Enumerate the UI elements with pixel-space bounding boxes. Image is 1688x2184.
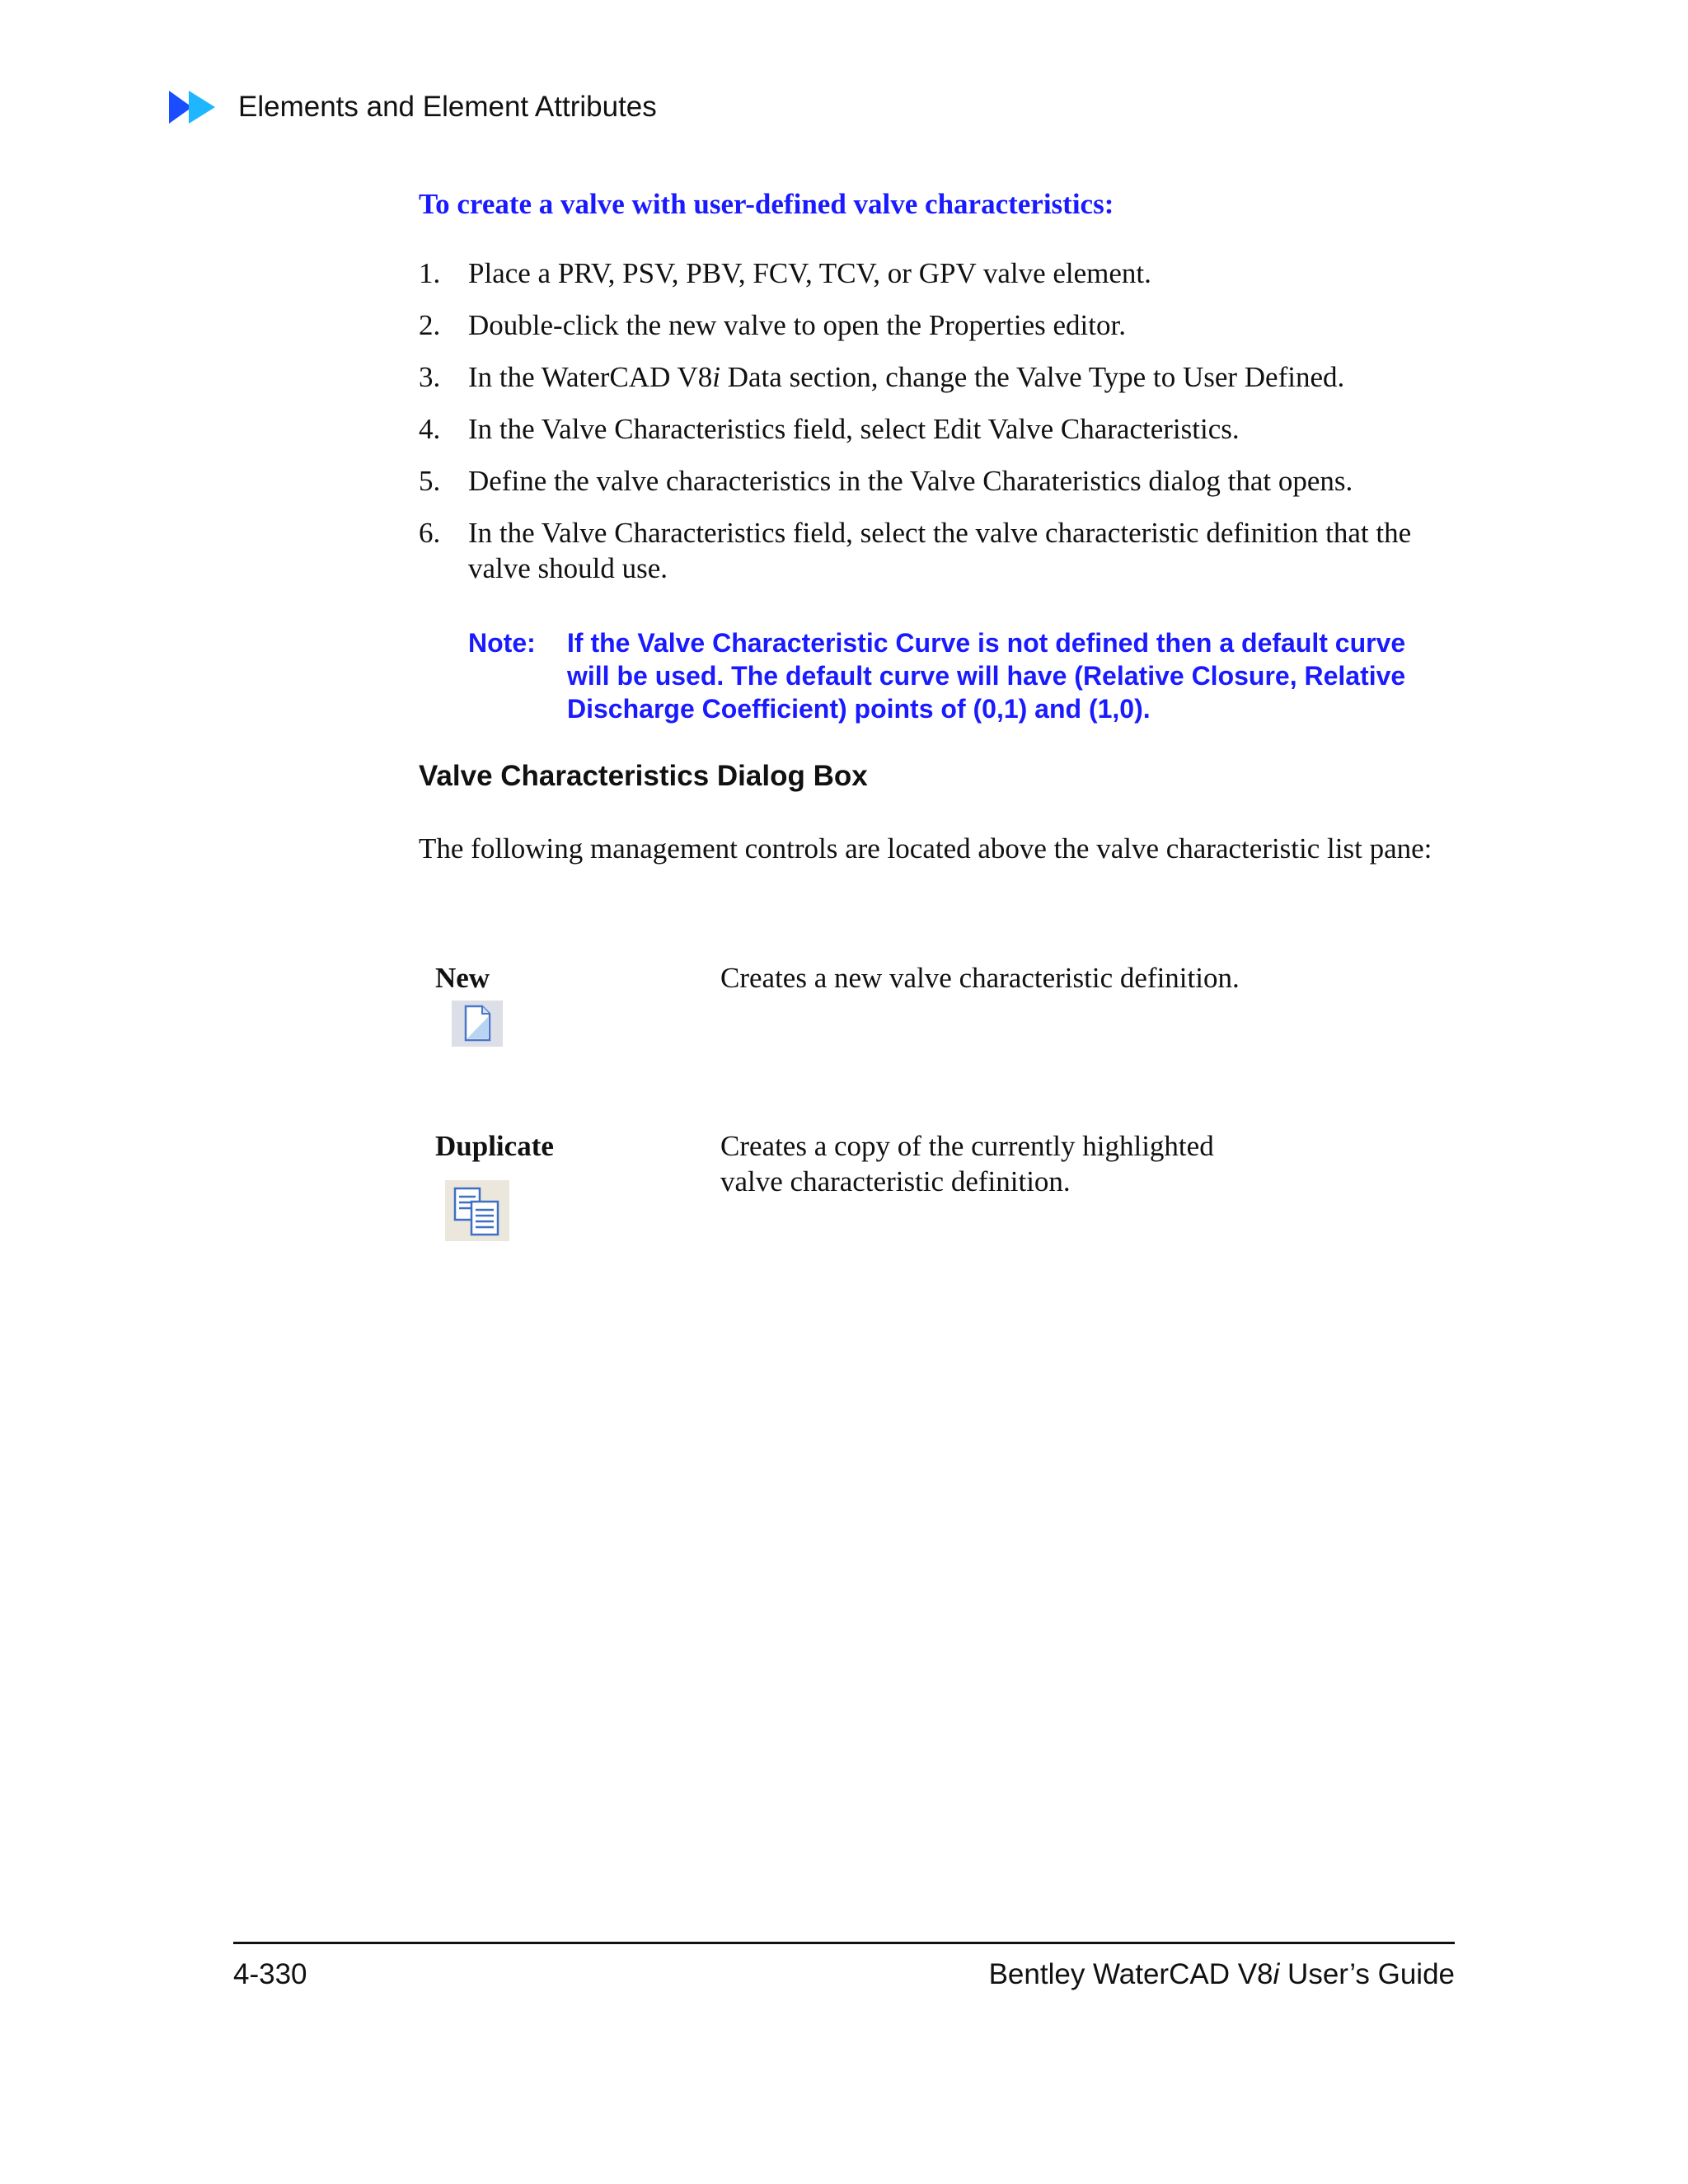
duplicate-icon bbox=[445, 1180, 509, 1241]
footer-divider bbox=[233, 1942, 1455, 1944]
control-description: Creates a new valve characteristic definition. bbox=[720, 962, 1240, 994]
step-item bbox=[419, 359, 1457, 395]
guide-title-italic: i bbox=[1273, 1958, 1280, 1990]
step-text-italic: i bbox=[712, 361, 720, 393]
control-description: Creates a copy of the currently highlighted valve characteristic definition. bbox=[720, 1130, 1214, 1197]
step-item bbox=[419, 307, 1457, 343]
guide-title-before: Bentley WaterCAD V8 bbox=[988, 1958, 1273, 1990]
step-text-after: Data section, change the Valve Type to User Defined. bbox=[720, 361, 1345, 393]
section-intro: The following management controls are located above the valve characteristic list pane: bbox=[419, 832, 1432, 865]
guide-title bbox=[989, 1958, 1455, 1991]
control-row-new bbox=[435, 960, 1259, 996]
page-number: 4-330 bbox=[233, 1958, 307, 1990]
step-number: 6. bbox=[419, 517, 441, 549]
note-block bbox=[468, 626, 1416, 725]
step-text bbox=[468, 359, 1457, 395]
procedure-steps bbox=[419, 255, 1457, 602]
page-header bbox=[169, 89, 657, 125]
double-arrow-icon bbox=[169, 89, 220, 125]
step-text: In the Valve Characteristics field, select the valve characteristic definition that the valve should use. bbox=[468, 517, 1412, 584]
section-heading: Valve Characteristics Dialog Box bbox=[419, 760, 868, 792]
step-number: 2. bbox=[419, 309, 441, 341]
step-number: 4. bbox=[419, 413, 441, 445]
step-number: 5. bbox=[419, 465, 441, 497]
step-number: 3. bbox=[419, 361, 441, 393]
step-text: Define the valve characteristics in the Valve Charateristics dialog that opens. bbox=[468, 465, 1353, 497]
step-text: Place a PRV, PSV, PBV, FCV, TCV, or GPV valve element. bbox=[468, 257, 1151, 289]
step-number: 1. bbox=[419, 257, 441, 289]
step-text-before: In the WaterCAD V8 bbox=[468, 361, 713, 393]
control-row-duplicate bbox=[435, 1128, 1259, 1199]
guide-title-after: User’s Guide bbox=[1279, 1958, 1455, 1990]
step-item bbox=[419, 255, 1457, 291]
step-item bbox=[419, 463, 1457, 499]
note-label: Note: bbox=[468, 628, 536, 658]
step-text: In the Valve Characteristics field, select Edit Valve Characteristics. bbox=[468, 413, 1240, 445]
step-item bbox=[419, 411, 1457, 447]
step-item bbox=[419, 515, 1457, 586]
step-text: Double-click the new valve to open the Properties editor. bbox=[468, 309, 1126, 341]
note-text: If the Valve Characteristic Curve is not defined then a default curve will be used. The default curve will have (Relative Closure, Relative Discharge Coefficient) points of (0,1) and (1,0). bbox=[567, 628, 1406, 724]
procedure-heading: To create a valve with user-defined valve characteristics: bbox=[419, 188, 1114, 220]
control-name: Duplicate bbox=[435, 1130, 554, 1162]
control-name: New bbox=[435, 962, 490, 994]
new-document-icon bbox=[452, 1001, 503, 1047]
header-title: Elements and Element Attributes bbox=[238, 91, 657, 123]
